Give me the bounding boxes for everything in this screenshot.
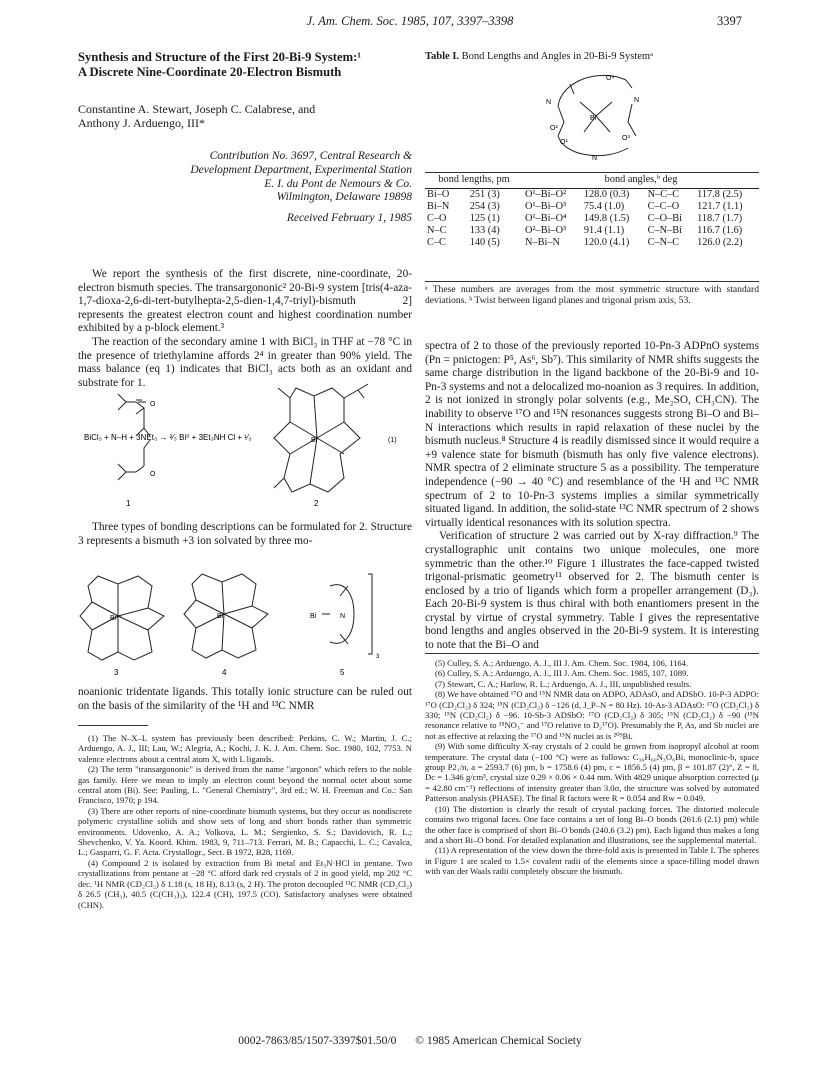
compound-label-1: 1 bbox=[126, 499, 131, 508]
footnote-10: (10) The distortion is clearly the result of crystal packing forces. The distorted molecule contains two trigonal faces. One face contains a set of long Bi–O bonds (261.6 (2.1) pm) while the other face is comprised of short Bi–O bonds (240.6 (3.2) pm). Each ligand thus makes a long and a short Bi–O bond. For detailed explanation and illustrations, see the supplemental material. bbox=[425, 803, 759, 845]
compound-label-3: 3 bbox=[114, 668, 119, 677]
table-row: Bi–O 251 (3) O¹–Bi–O² 128.0 (0.3) N–C–C 117.8 (2.5) bbox=[427, 189, 743, 200]
footnote-1: (1) The N–X–L system has previously been described: Perkins, C. W.; Martin, J. C.; Arduengo, A. J., III; Lau, W.; Alegria, A.; Kochi, J. K. J. Am. Chem. Soc. 1980, 102, 7753. N valence electrons about a central atom X, with L ligands. bbox=[78, 733, 412, 764]
running-header bbox=[0, 14, 820, 32]
bond-table bbox=[425, 174, 759, 249]
equation-number: (1) bbox=[388, 437, 397, 444]
footnote-4: (4) Compound 2 is isolated by extraction from Bi metal and Et₃N·HCl in pentane. Two crystallizations from pentane at −28 °C afford dark red crystals of 2 in good yield, mp 202 °C dec. ¹H NMR (CD₂Cl₂) δ 1.18 (s, 18 H), 8.13 (s, 2 H). The proton decoupled ¹³C NMR (CD₂Cl₂) δ 26.5 (CH₃), 40.5 (C(CH₃)₃), 122.4 (CH), 197.5 (CO). Satisfactory analyses were obtained (CHN). bbox=[78, 857, 412, 910]
atom-label: O bbox=[150, 401, 156, 408]
table-top-rule bbox=[425, 172, 759, 173]
footnote-rule-right bbox=[425, 653, 759, 654]
footnote-6: (6) Culley, S. A.; Arduengo, A. J., III J. Am. Chem. Soc. 1985, 107, 1089. bbox=[435, 668, 689, 679]
table-body bbox=[425, 189, 759, 250]
compound-1-upper-arm bbox=[118, 394, 150, 436]
footnote-8: (8) We have obtained ¹⁷O and ¹⁵N NMR data on ADPO, ADAsO, and ADSbO. 10-P-3 ADPO: ¹⁷O (CD₂Cl₂) δ 324; ¹⁵N (CD₂Cl₂) δ −126 (d, J_P–N = 80 Hz). 10-As-3 ADAsO: ¹⁷O (CD₂Cl₂) δ 330; ¹⁵N (CD₂Cl₂) δ −96. 10-Sb-3 ADSbO: ¹⁷O (CD₂Cl₂) δ 305; ¹⁵N (CD₂Cl₂) δ −90 (¹⁵N resonance relative to ¹⁵NO₃⁻ and ¹⁷O relative to D₂¹⁷O). Presumably the P, As, and Sb nuclei are not as effective at relaxing the ¹⁷O and ¹⁵N nuclei as is ²⁰⁹Bi. bbox=[425, 689, 759, 741]
paragraph-2: The reaction of the secondary amine 1 with BiCl₃ in THF at −78 °C in the presence of triethylamine affords 2⁴ in greater than 90% yield. The mass balance (eq 1) indicates that BiCl₃ acts both as an oxidant and substrate for 1. bbox=[78, 335, 412, 389]
footnotes-right bbox=[425, 658, 759, 877]
page-footer bbox=[0, 1035, 820, 1047]
atom-label: Bi bbox=[217, 613, 224, 620]
eq-text: BiCl₃ + N–H + 3NEt₃ → ²⁄₃ Bi⁰ + 3Et₃NH Cl + ¹⁄₃ bbox=[84, 433, 252, 442]
footnotes-left bbox=[78, 733, 412, 910]
right-paragraphs bbox=[425, 340, 759, 653]
compound-label-2: 2 bbox=[314, 499, 319, 508]
copyright: © 1985 American Chemical Society bbox=[415, 1035, 582, 1047]
atom-label: O¹ bbox=[560, 139, 568, 146]
article-code: 0002-7863/85/1507-3397$01.50/0 bbox=[238, 1035, 397, 1047]
paragraph-4: noanionic tridentate ligands. This totally ionic structure can be ruled out on the basis of the similarity of the ¹H and ¹³C NMR bbox=[78, 686, 412, 712]
table-diagram bbox=[540, 66, 650, 166]
footnote-2: (2) The term "transargononic" is derived from the name "argonon" which refers to the noble gas family. Here we mean to imply an electron count beyond the normal octet about some central atom (Bi). See: Pauling, L. "General Chemistry", 3rd ed.; W. H. Freeman and Co.: San Francisco, 1970; p 194. bbox=[78, 764, 412, 806]
column-header: bond lengths, pm bbox=[425, 174, 523, 189]
article-title: Synthesis and Structure of the First 20-Bi-9 System:¹ A Discrete Nine-Coordinate 20-Electron Bismuth bbox=[78, 50, 362, 79]
structures-3-4-5 bbox=[78, 556, 412, 680]
footnote-5: (5) Culley, S. A.; Arduengo, A. J., III J. Am. Chem. Soc. 1984, 106, 1164. bbox=[435, 658, 689, 668]
table-row: Bi–N 254 (3) O¹–Bi–O³ 75.4 (1.0) C–C–O 121.7 (1.1) bbox=[427, 201, 743, 212]
compound-1-lower-arm bbox=[118, 440, 150, 480]
column-header: bond angles,ᵇ deg bbox=[523, 174, 759, 189]
atom-label: Bi bbox=[311, 437, 318, 444]
table-bottom-rule bbox=[425, 281, 759, 282]
table-header-row bbox=[425, 174, 759, 189]
paragraph-6: Verification of structure 2 was carried out by X-ray diffraction.⁹ The crystallographic unit contains two unique molecules, one more symmetric than the other.¹⁰ Figure 1 illustrates the face-capped twisted trigonal-prismatic geometry¹¹ observed for 2. The bismuth center is enclosed by a trio of ligands which form a propeller arrangement (D₃). Each 20-Bi-9 system is thus chiral with both enantiomers present in the crystal by virtue of crystal symmetry. Table I gives the representative bond lengths and angles observed in the 20-Bi-9 system. It is interesting to note that the Bi–O and bbox=[425, 530, 759, 652]
compound-label-4: 4 bbox=[222, 668, 227, 677]
footnote-7: (7) Stewart, C. A.; Harlow, R. L.; Arduengo, A. J., III, unpublished results. bbox=[435, 678, 692, 689]
table-row: C–O 125 (1) O¹–Bi–O⁴ 149.8 (1.5) C–O–Bi 118.7 (1.7) bbox=[427, 213, 743, 224]
atom-label: O⁴ bbox=[606, 75, 615, 82]
journal-citation: J. Am. Chem. Soc. 1985, 107, 3397–3398 bbox=[306, 14, 514, 28]
table-row: C–C 140 (5) N–Bi–N 120.0 (4.1) C–N–C 126.0 (2.2) bbox=[427, 237, 743, 248]
atom-label: Bi bbox=[590, 115, 597, 122]
reaction-scheme bbox=[78, 368, 412, 516]
atom-label: Bi bbox=[310, 613, 317, 620]
page-number: 3397 bbox=[717, 14, 742, 28]
table-footnote: ᵃ These numbers are averages from the most symmetric structure with standard deviations. ᵇ Twist between ligand planes and trigonal prism axis, 53. bbox=[425, 284, 759, 307]
footnote-9: (9) With some difficulty X-ray crystals of 2 could be grown from isopropyl alcohol at room temperature. The crystal data (−100 °C) were as follows: C₃₆H₆₀N₃O₆Bi, monoclinic-b, space group P2₁/n, a = 2593.7 (6) pm, b = 1758.6 (4) pm, c = 1856.5 (4) pm, β = 101.87 (2)°, Z = 8, Dc = 1.346 g/cm³, crystal size 0.29 × 0.06 × 0.44 mm. With 4829 unique absorption corrected (μ = 42.80 cm⁻¹) reflections of intensity greater than 3.0σ, the structure was solved by automated Patterson analysis (PHASE). The final R factors were R = 0.054 and Rw = 0.049. bbox=[425, 741, 759, 804]
atom-label: O² bbox=[550, 125, 558, 132]
paragraph-3: Three types of bonding descriptions can be formulated for 2. Structure 3 represents a bismuth +3 ion solvated by three mo- bbox=[78, 521, 412, 547]
footnote-3: (3) There are other reports of nine-coordinate bismuth systems, but they occur as nondiscrete polymeric crystalline solids and show sets of long and short bonds rather than symmetric environments. Udovenko, A. A.; Volkova, L. M.; Sergienko, S. S.; Davidovich, R. L.; Shevchenko, V. Ya. Koord. Khim. 1983, 9, 711–713. Ferrari, M. B.; Capacchi, L. C.; Cavalca, L.; Gasparri, G. F. Acta. Crystallogr., Sect. B 1972, B28, 1169. bbox=[78, 805, 412, 858]
subscript-3: 3 bbox=[376, 654, 380, 660]
paragraph-1: We report the synthesis of the first discrete, nine-coordinate, 20-electron bismuth species. The transargononic² 20-Bi-9 system [tris(4-aza-1,7-dioxa-2,6-di-tert-butylhepta-2,5-dien-1,4,7-triyl)-bismuth 2] represents the greatest electron count and highest coordination number exhibited by a p-block element.³ bbox=[78, 268, 412, 335]
footnote-11: (11) A representation of the view down the three-fold axis is presented in Table I. The spheres in Figure 1 are scaled to 1.5× covalent radii of the elements since a space-filling model drawn with van der Waals radii completely obscure the bismuth. bbox=[425, 845, 759, 877]
table-title: Table I. Bond Lengths and Angles in 20-Bi-9 Systemᵃ bbox=[425, 51, 653, 62]
table bbox=[425, 174, 759, 249]
affiliation: Contribution No. 3697, Central Research & Development Department, Experimental Station E. I. du Pont de Nemours & Co. Wilmington, Delaware 19898 bbox=[190, 150, 412, 204]
atom-label: N bbox=[634, 97, 640, 104]
atom-label: O bbox=[150, 471, 156, 478]
atom-label: N bbox=[340, 613, 346, 620]
atom-label: N bbox=[592, 155, 598, 162]
footnote-rule bbox=[78, 725, 148, 726]
atom-label: O³ bbox=[622, 135, 630, 142]
compound-label-5: 5 bbox=[340, 668, 345, 677]
paragraph-5: spectra of 2 to those of the previously reported 10-Pn-3 ADPnO systems (Pn = pnictogen: P⁵, As⁶, Sb⁷). This similarity of NMR shifts suggests the same charge distribution in the ligand backbone of the 20-Bi-9 and 10-Pn-3 systems and not a delocalized mo-noanion as 3 requires. In addition, 2 is not ionized in strongly polar solvents (e.g., Me₂SO, CH₃CN). The inability to observe ¹⁷O and ¹⁵N resonances suggests strong Bi–O and Bi–N interactions which results in rapid relaxation of these nuclei by the bismuth nucleus.⁸ Structure 4 is readily dismissed since it would require a +9 valence state for bismuth (bismuth has only five valence electrons). NMR spectra of 2 eliminate structure 5 as a possibility. The temperature independence (−90 → 40 °C) and resemblance of the ¹H and ¹³C NMR spectrum of 2 to 10-Pn-3 systems implies a similar symmetrically situated ligand. In addition, the solid-state ¹³C NMR spectrum of 2 shows virtually identical resonances with its solution spectra. bbox=[425, 340, 759, 529]
atom-label: N bbox=[546, 99, 552, 106]
author-list: Constantine A. Stewart, Joseph C. Calabrese, and Anthony J. Arduengo, III* bbox=[78, 102, 316, 130]
atom-label: Bi³⁺ bbox=[110, 615, 123, 622]
table-row: N–C 133 (4) O²–Bi–O³ 91.4 (1.1) C–N–Bi 116.7 (1.6) bbox=[427, 225, 743, 236]
received-date: Received February 1, 1985 bbox=[286, 212, 412, 224]
structure-4-outline bbox=[184, 574, 268, 658]
